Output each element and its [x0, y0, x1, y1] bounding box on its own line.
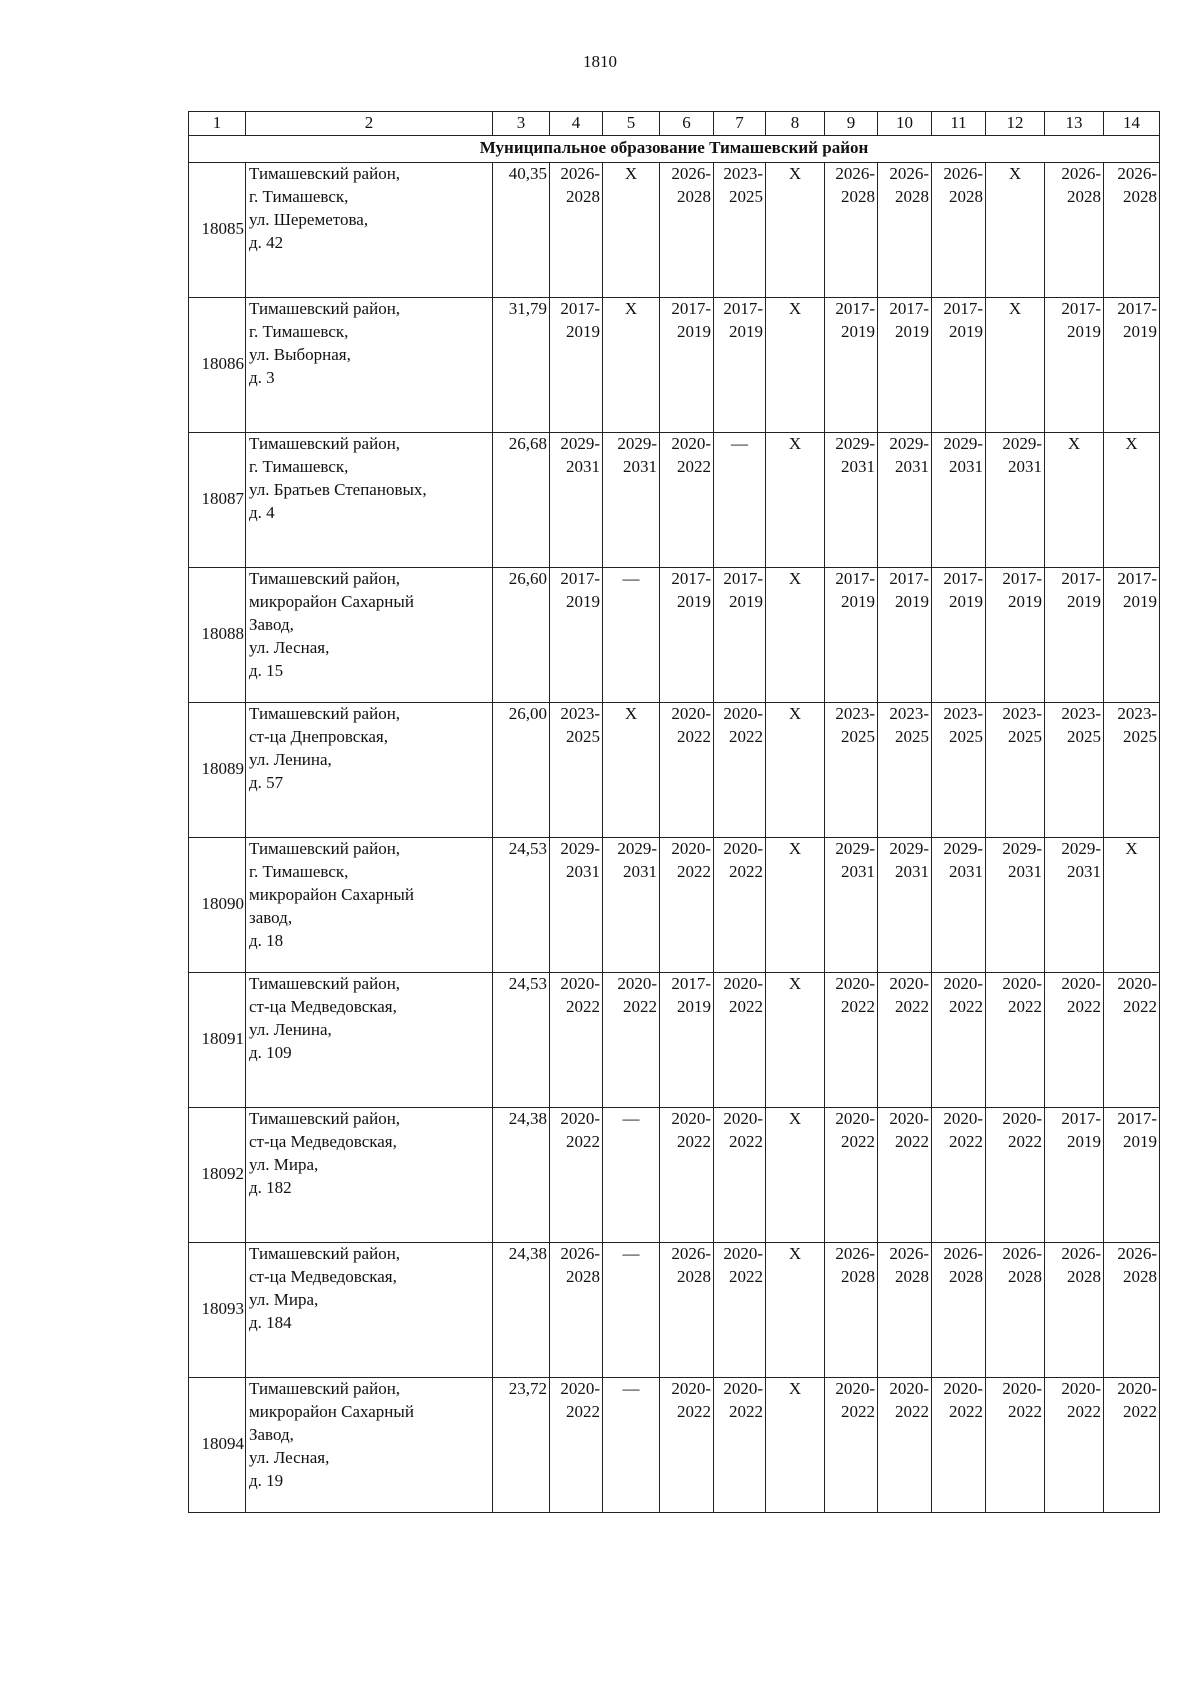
cell-col-7: 2023- 2025: [714, 162, 766, 297]
column-header-7: 7: [714, 112, 766, 136]
cell-col-4: 2029- 2031: [550, 432, 603, 567]
cell-col-13: 2023- 2025: [1045, 702, 1104, 837]
cell-col-7: 2020- 2022: [714, 1107, 766, 1242]
table-row: [189, 837, 1160, 972]
cell-col-14: 2017- 2019: [1104, 1107, 1160, 1242]
column-header-13: 13: [1045, 112, 1104, 136]
cell-col-5: 2029- 2031: [603, 837, 660, 972]
cell-col-10: 2020- 2022: [878, 1107, 932, 1242]
cell-col-4: 2023- 2025: [550, 702, 603, 837]
row-address: Тимашевский район, ст-ца Медведовская, ул. Ленина, д. 109: [246, 972, 493, 1107]
row-value: 24,53: [493, 972, 550, 1107]
cell-col-8: X: [766, 567, 825, 702]
cell-col-6: 2017- 2019: [660, 297, 714, 432]
cell-col-7: 2020- 2022: [714, 1242, 766, 1377]
cell-col-5: X: [603, 162, 660, 297]
cell-col-7: 2020- 2022: [714, 837, 766, 972]
table-row: [189, 162, 1160, 297]
cell-col-13: 2026- 2028: [1045, 1242, 1104, 1377]
cell-col-9: 2020- 2022: [825, 1377, 878, 1512]
row-value: 24,53: [493, 837, 550, 972]
cell-col-13: 2017- 2019: [1045, 567, 1104, 702]
cell-col-5: X: [603, 702, 660, 837]
cell-col-4: 2026- 2028: [550, 1242, 603, 1377]
cell-col-5: 2020- 2022: [603, 972, 660, 1107]
cell-col-12: 2020- 2022: [986, 972, 1045, 1107]
cell-col-8: X: [766, 837, 825, 972]
row-value: 31,79: [493, 297, 550, 432]
cell-col-14: 2020- 2022: [1104, 972, 1160, 1107]
cell-col-13: 2026- 2028: [1045, 162, 1104, 297]
cell-col-11: 2026- 2028: [932, 1242, 986, 1377]
cell-col-9: 2023- 2025: [825, 702, 878, 837]
table-row: [189, 297, 1160, 432]
row-id: 18093: [189, 1242, 246, 1377]
cell-col-10: 2026- 2028: [878, 1242, 932, 1377]
cell-col-8: X: [766, 162, 825, 297]
cell-col-6: 2017- 2019: [660, 567, 714, 702]
row-address: Тимашевский район, ст-ца Медведовская, ул. Мира, д. 184: [246, 1242, 493, 1377]
row-value: 26,68: [493, 432, 550, 567]
cell-col-4: 2017- 2019: [550, 567, 603, 702]
row-id: 18089: [189, 702, 246, 837]
row-address: Тимашевский район, г. Тимашевск, ул. Выборная, д. 3: [246, 297, 493, 432]
cell-col-13: 2017- 2019: [1045, 1107, 1104, 1242]
column-header-1: 1: [189, 112, 246, 136]
column-header-4: 4: [550, 112, 603, 136]
cell-col-5: —: [603, 1377, 660, 1512]
cell-col-12: 2029- 2031: [986, 837, 1045, 972]
cell-col-14: 2017- 2019: [1104, 567, 1160, 702]
row-value: 24,38: [493, 1242, 550, 1377]
column-header-2: 2: [246, 112, 493, 136]
row-id: 18087: [189, 432, 246, 567]
cell-col-6: 2020- 2022: [660, 702, 714, 837]
cell-col-11: 2020- 2022: [932, 972, 986, 1107]
table-row: [189, 1242, 1160, 1377]
row-value: 26,60: [493, 567, 550, 702]
row-id: 18090: [189, 837, 246, 972]
cell-col-12: 2020- 2022: [986, 1107, 1045, 1242]
cell-col-11: 2017- 2019: [932, 567, 986, 702]
cell-col-6: 2020- 2022: [660, 1107, 714, 1242]
cell-col-7: 2017- 2019: [714, 297, 766, 432]
cell-col-9: 2029- 2031: [825, 432, 878, 567]
cell-col-6: 2017- 2019: [660, 972, 714, 1107]
housing-program-table: [188, 111, 1160, 1513]
cell-col-13: 2017- 2019: [1045, 297, 1104, 432]
row-value: 26,00: [493, 702, 550, 837]
cell-col-9: 2020- 2022: [825, 972, 878, 1107]
cell-col-10: 2026- 2028: [878, 162, 932, 297]
column-header-8: 8: [766, 112, 825, 136]
cell-col-8: X: [766, 1107, 825, 1242]
cell-col-8: X: [766, 297, 825, 432]
row-id: 18088: [189, 567, 246, 702]
cell-col-6: 2026- 2028: [660, 1242, 714, 1377]
cell-col-6: 2020- 2022: [660, 432, 714, 567]
row-address: Тимашевский район, г. Тимашевск, ул. Шереметова, д. 42: [246, 162, 493, 297]
row-id: 18094: [189, 1377, 246, 1512]
row-value: 24,38: [493, 1107, 550, 1242]
cell-col-7: 2020- 2022: [714, 702, 766, 837]
row-id: 18091: [189, 972, 246, 1107]
row-id: 18092: [189, 1107, 246, 1242]
column-number-header-row: [189, 112, 1160, 136]
cell-col-5: —: [603, 1107, 660, 1242]
row-address: Тимашевский район, г. Тимашевск, ул. Братьев Степановых, д. 4: [246, 432, 493, 567]
table-row: [189, 972, 1160, 1107]
column-header-10: 10: [878, 112, 932, 136]
row-address: Тимашевский район, ст-ца Медведовская, ул. Мира, д. 182: [246, 1107, 493, 1242]
cell-col-5: X: [603, 297, 660, 432]
table-row: [189, 1377, 1160, 1512]
cell-col-4: 2029- 2031: [550, 837, 603, 972]
cell-col-10: 2020- 2022: [878, 1377, 932, 1512]
cell-col-7: 2020- 2022: [714, 1377, 766, 1512]
table-row: [189, 702, 1160, 837]
cell-col-8: X: [766, 1377, 825, 1512]
column-header-9: 9: [825, 112, 878, 136]
cell-col-12: X: [986, 162, 1045, 297]
row-address: Тимашевский район, микрорайон Сахарный Завод, ул. Лесная, д. 15: [246, 567, 493, 702]
column-header-12: 12: [986, 112, 1045, 136]
column-header-14: 14: [1104, 112, 1160, 136]
cell-col-5: —: [603, 1242, 660, 1377]
row-address: Тимашевский район, ст-ца Днепровская, ул. Ленина, д. 57: [246, 702, 493, 837]
cell-col-9: 2026- 2028: [825, 162, 878, 297]
cell-col-9: 2017- 2019: [825, 297, 878, 432]
cell-col-10: 2023- 2025: [878, 702, 932, 837]
cell-col-12: 2017- 2019: [986, 567, 1045, 702]
row-address: Тимашевский район, микрорайон Сахарный Завод, ул. Лесная, д. 19: [246, 1377, 493, 1512]
cell-col-9: 2029- 2031: [825, 837, 878, 972]
cell-col-13: 2020- 2022: [1045, 1377, 1104, 1512]
row-id: 18086: [189, 297, 246, 432]
cell-col-11: 2026- 2028: [932, 162, 986, 297]
cell-col-13: 2029- 2031: [1045, 837, 1104, 972]
cell-col-10: 2029- 2031: [878, 432, 932, 567]
cell-col-11: 2017- 2019: [932, 297, 986, 432]
cell-col-9: 2026- 2028: [825, 1242, 878, 1377]
cell-col-8: X: [766, 432, 825, 567]
cell-col-12: X: [986, 297, 1045, 432]
cell-col-13: X: [1045, 432, 1104, 567]
cell-col-8: X: [766, 972, 825, 1107]
cell-col-14: X: [1104, 837, 1160, 972]
cell-col-4: 2017- 2019: [550, 297, 603, 432]
section-row: [189, 135, 1160, 162]
table-row: [189, 1107, 1160, 1242]
cell-col-12: 2020- 2022: [986, 1377, 1045, 1512]
cell-col-14: 2017- 2019: [1104, 297, 1160, 432]
cell-col-13: 2020- 2022: [1045, 972, 1104, 1107]
cell-col-8: X: [766, 1242, 825, 1377]
cell-col-14: 2026- 2028: [1104, 1242, 1160, 1377]
cell-col-10: 2017- 2019: [878, 297, 932, 432]
cell-col-14: 2023- 2025: [1104, 702, 1160, 837]
cell-col-12: 2026- 2028: [986, 1242, 1045, 1377]
cell-col-4: 2020- 2022: [550, 972, 603, 1107]
cell-col-14: 2026- 2028: [1104, 162, 1160, 297]
cell-col-9: 2017- 2019: [825, 567, 878, 702]
cell-col-9: 2020- 2022: [825, 1107, 878, 1242]
cell-col-14: X: [1104, 432, 1160, 567]
column-header-3: 3: [493, 112, 550, 136]
section-title: Муниципальное образование Тимашевский район: [189, 135, 1160, 162]
cell-col-11: 2020- 2022: [932, 1377, 986, 1512]
cell-col-5: 2029- 2031: [603, 432, 660, 567]
table-row: [189, 432, 1160, 567]
cell-col-10: 2017- 2019: [878, 567, 932, 702]
row-value: 40,35: [493, 162, 550, 297]
cell-col-11: 2023- 2025: [932, 702, 986, 837]
cell-col-12: 2029- 2031: [986, 432, 1045, 567]
cell-col-4: 2026- 2028: [550, 162, 603, 297]
cell-col-10: 2020- 2022: [878, 972, 932, 1107]
table-body: [189, 112, 1160, 1513]
row-address: Тимашевский район, г. Тимашевск, микрорайон Сахарный завод, д. 18: [246, 837, 493, 972]
cell-col-5: —: [603, 567, 660, 702]
cell-col-11: 2029- 2031: [932, 432, 986, 567]
cell-col-6: 2026- 2028: [660, 162, 714, 297]
table-row: [189, 567, 1160, 702]
column-header-6: 6: [660, 112, 714, 136]
cell-col-4: 2020- 2022: [550, 1377, 603, 1512]
cell-col-11: 2029- 2031: [932, 837, 986, 972]
row-id: 18085: [189, 162, 246, 297]
cell-col-10: 2029- 2031: [878, 837, 932, 972]
cell-col-6: 2020- 2022: [660, 837, 714, 972]
cell-col-7: 2017- 2019: [714, 567, 766, 702]
cell-col-7: 2020- 2022: [714, 972, 766, 1107]
cell-col-11: 2020- 2022: [932, 1107, 986, 1242]
column-header-5: 5: [603, 112, 660, 136]
cell-col-12: 2023- 2025: [986, 702, 1045, 837]
row-value: 23,72: [493, 1377, 550, 1512]
cell-col-6: 2020- 2022: [660, 1377, 714, 1512]
cell-col-7: —: [714, 432, 766, 567]
cell-col-14: 2020- 2022: [1104, 1377, 1160, 1512]
column-header-11: 11: [932, 112, 986, 136]
page-number: 1810: [583, 52, 617, 71]
cell-col-4: 2020- 2022: [550, 1107, 603, 1242]
cell-col-8: X: [766, 702, 825, 837]
